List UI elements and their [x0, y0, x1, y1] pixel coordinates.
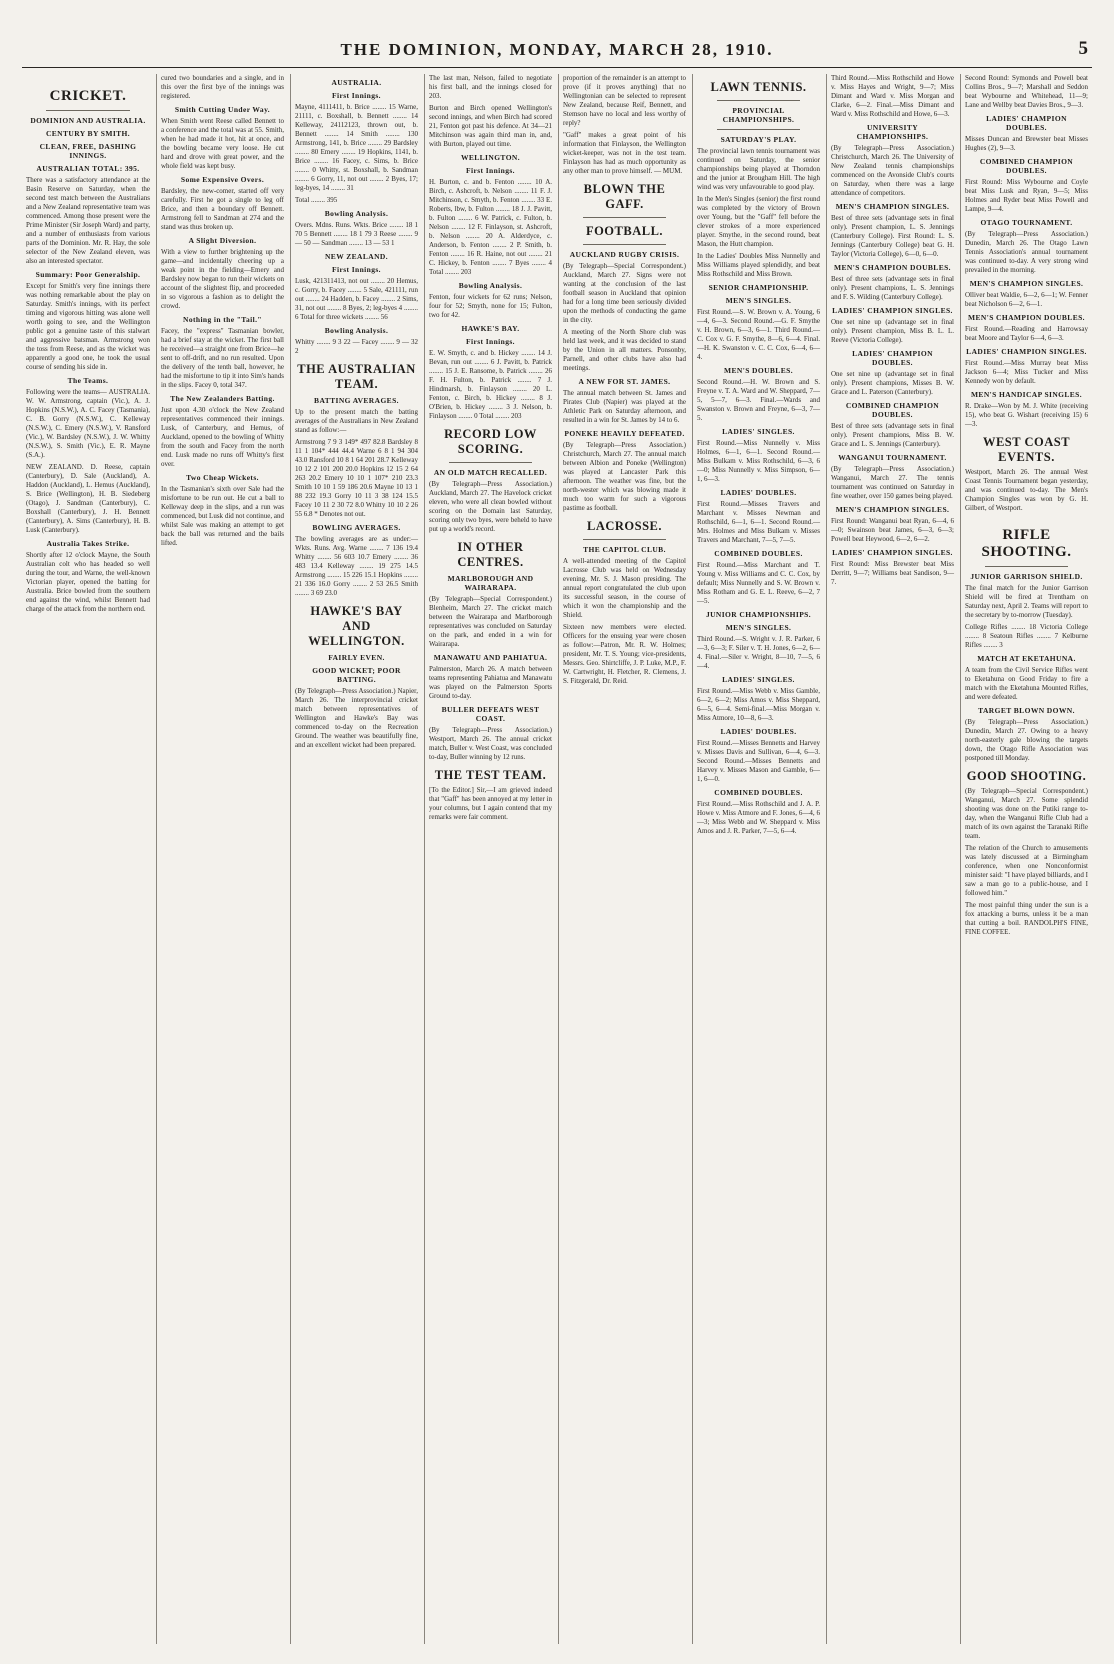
- article-text: Overs. Mdns. Runs. Wkts. Brice ........ 18 1 70 5 Bennett ........ 18 1 79 3 Reese ........ 9 — 50 — Sandman ........ 13 — 53 1: [295, 221, 418, 247]
- subheading: Summary: Poor Generalship.: [35, 270, 141, 279]
- subheading: PROVINCIAL CHAMPIONSHIPS.: [722, 106, 795, 124]
- article-text: First Round.—Miss Webb v. Miss Gamble, 6—2, 6—2; Miss Amos v. Miss Sheppard, 6—5, 6—4. Semi-final.—Miss Morgan v. Miss Atmore, 10—8, 6—3.: [697, 687, 820, 722]
- article-text: "Gaff" makes a great point of his information that Finlayson, the Wellington wicket-keeper, was not in the test team. Finlayson has had as much opportunity as any other man to prove himself. — MUM.: [563, 131, 686, 175]
- subheading: SENIOR CHAMPIONSHIP.: [708, 283, 809, 292]
- section-heading: BLOWN THE GAFF.: [583, 182, 666, 211]
- subheading: OTAGO TOURNAMENT.: [980, 218, 1073, 227]
- subheading: FAIRLY EVEN.: [328, 653, 385, 662]
- section-heading: RIFLE SHOOTING.: [981, 527, 1072, 560]
- subheading: UNIVERSITY CHAMPIONSHIPS.: [856, 123, 929, 141]
- subheading: A Slight Diversion.: [188, 236, 257, 245]
- divider: [717, 100, 800, 101]
- section-heading: GOOD SHOOTING.: [966, 769, 1087, 783]
- article-text: (By Telegraph—Special Correspondent.) Blenheim, March 27. The cricket match between the Wairarapa and Marlborough representatives was concluded on Saturday on the park, and ended in a win for Wairarapa.: [429, 595, 552, 648]
- article-text: (By Telegraph—Special Correspondent.) Auckland, March 27. Signs were not wanting at the conclusion of the last football season in Auckland that opinion had for a long time been seriously divided upon the methods of conducting the game in the city.: [563, 262, 686, 324]
- subheading: AUCKLAND RUGBY CRISIS.: [569, 250, 680, 259]
- subheading: Australia Takes Strike.: [46, 539, 130, 548]
- subheading: COMBINED CHAMPION DOUBLES.: [979, 157, 1074, 175]
- subheading: MEN'S CHAMPION DOUBLES.: [968, 313, 1085, 322]
- article-text: Sixteen new members were elected. Officers for the ensuing year were chosen as follow:—Patron, Mr. R. W. Holmes; president, Mr. T. S. Young; vice-presidents, Messrs. Geo. Shirtcliffe, J. P. Luke, M.P., F. W. Cartwright, H. Fletcher, R. Clemens, J. S. Fitzgerald, Dr. Reid.: [563, 623, 686, 685]
- subheading: PONEKE HEAVILY DEFEATED.: [564, 429, 685, 438]
- article-text: First Round.—Miss Marchant and T. Young v. Miss Williams and C. C. Cox, by default; Miss Nunnelly and S. W. Brown v. Miss Rotham and G. E. L. Reeve, 6—2, 7—5.: [697, 561, 820, 605]
- article-text: (By Telegraph—Press Association.) Dunedin, March 26. The Otago Lawn Tennis Association's annual tournament was continued to-day. A very strong wind prevailed in the morning.: [965, 230, 1088, 274]
- subheading: MEN'S DOUBLES.: [724, 366, 793, 375]
- section-heading: WEST COAST EVENTS.: [982, 435, 1071, 464]
- subheading: LADIES' DOUBLES.: [720, 488, 797, 497]
- subheading: NEW ZEALAND.: [324, 252, 388, 261]
- article-text: Lusk, 421311413, not out ........ 20 Hemus, c. Gorry, b. Facey ........ 5 Sale, 421111, run out ........ 24 Hadden, b. Facey ........ 2 Sims, 31, not out ........ 8 Byes, 2; leg-byes 4 ........ 6 Total for three wickets ........ 56: [295, 277, 418, 321]
- article-text: The bowling averages are as under:— Wkts. Runs. Avg. Warne ........ 7 136 19.4 Whitty ........ 56 603 10.7 Emery ........ 36 483 13.4 Kelleway ........ 19 275 14.5 Armstrong ........ 15 226 15.1 Hopkins ........ 21 336 16.0 Gorry ........ 2 53 26.5 Smith ........ 3 69 23.0: [295, 535, 418, 597]
- column-6: [692, 74, 824, 1644]
- article-text: Olliver beat Waldie, 6—2, 6—1; W. Fenner beat Nicholson 6—2, 6—1.: [965, 291, 1088, 308]
- subheading: First Innings.: [332, 91, 381, 100]
- subheading: MEN'S SINGLES.: [725, 623, 792, 632]
- article-text: H. Burton, c. and b. Fenton ........ 10 A. Birch, c. Ashcroft, b. Nelson ........ 11 F. J. Mitchinson, c. Smyth, b. Fenton ........ 33 E. Roberts, lbw, b. Fulton ........ 18 J. J. Pavitt, b. Fulton ........ 6 W. Patrick, c. Fulton, b. Nelson ........ 12 F. Finlayson, st. Ashcroft, b. Nelson ........ 20 A. Alderdyce, c. Anderson, b. Fenton ........ 2 P. Smith, b. Fenton ........ 16 R. Haine, not out ........ 21 C. Hickey, b. Fenton ........ 7 Byes ........ 4 Total ........ 203: [429, 178, 552, 276]
- column-5: [558, 74, 690, 1644]
- article-text: The most painful thing under the sun is a fox attacking a burns, unless it be a man that cutting a boil. RANDOLPH'S FINE, FINE COFFEE.: [965, 901, 1088, 936]
- article-text: Total ........ 395: [295, 196, 338, 204]
- article-text: The provincial lawn tennis tournament was continued on Saturday, the senior championships being played at Thorndon and the junior at Brougham Hill. The high wind was very unfavourable to good play.: [697, 147, 820, 191]
- subheading: TARGET BLOWN DOWN.: [978, 706, 1075, 715]
- subheading: COMBINED CHAMPION DOUBLES.: [845, 401, 940, 419]
- article-text: NEW ZEALAND. D. Reese, captain (Canterbury), D. Sale (Auckland), A. Haddon (Auckland), L. Hemus (Auckland), S. Brice (Wellington), H. B. Siedeberg (Otago), J. Sandman (Canterbury), C. Boxshall (Canterbury), J. H. Bennett (Canterbury), A. Sims (Canterbury), H. B. Lusk (Canterbury).: [26, 463, 150, 534]
- article-text: Whitty ........ 9 3 22 — Facey ........ 9 — 32 2: [295, 338, 418, 355]
- subheading: LADIES' CHAMPION DOUBLES.: [986, 114, 1067, 132]
- article-text: First Round.—Miss Rothschild and J. A. P. Howe v. Miss Atmore and F. Jones, 6—4, 6—3; Miss Webb and W. Sheppard v. Miss Amos and J. R. Parker, 7—5, 6—4.: [697, 800, 820, 835]
- article-text: Best of three sets (advantage sets in final only). Present champions, Miss B. W. Grace and L. S. Jennings (Canterbury).: [831, 422, 954, 448]
- article-text: (By Telegraph—Press Association.) Napier, March 26. The interprovincial cricket match between representatives of Wellington and Hawke's Bay was commenced to-day on the Recreation Ground. The weather was beautifully fine, and an excellent wicket had been prepared.: [295, 687, 418, 749]
- subheading: WANGANUI TOURNAMENT.: [838, 453, 947, 462]
- section-heading: RECORD LOW SCORING.: [444, 427, 537, 456]
- column-4: [424, 74, 556, 1644]
- article-text: The last man, Nelson, failed to negotiate his first ball, and the innings closed for 203.: [429, 74, 552, 100]
- subheading: JUNIOR CHAMPIONSHIPS.: [705, 610, 812, 619]
- subheading: BATTING AVERAGES.: [314, 396, 399, 405]
- article-text: Misses Duncan and Brewster beat Misses Hughes (2), 9—3.: [965, 135, 1088, 152]
- article-text: (By Telegraph—Press Association.) Auckland, March 27. The Havelock cricket eleven, who were all clean bowled without scoring on the Domain last Saturday, scoring only two byes, were beheld to have put up a world's record.: [429, 480, 552, 533]
- article-text: The relation of the Church to amusements was lately discussed at a Birmingham conference, when one Nonconformist minister said: "I have played billiards, and I saw a man go to a public-house, and I followed him.": [965, 844, 1088, 897]
- subheading: COMBINED DOUBLES.: [714, 549, 803, 558]
- column-container: [22, 74, 1092, 1644]
- article-text: First Round.—Reading and Harrowsay beat Moore and Taylor 6—4, 6—3.: [965, 325, 1088, 342]
- article-text: First Round.—S. W. Brown v. A. Young, 6—4, 6—3. Second Round.—G. F. Smythe v. H. Brown, 6—3, 6—1. Third Round.—C. Cox v. G. F. Smythe, 8—6, 6—4. Final.—H. K. Swanston v. C. C. Cox, 6—4, 6—4.: [697, 308, 820, 361]
- subheading: LADIES' CHAMPION SINGLES.: [966, 347, 1087, 356]
- article-text: cured two boundaries and a single, and in this over the first bye of the innings was registered.: [161, 74, 284, 100]
- subheading: LADIES' SINGLES.: [722, 427, 795, 436]
- subheading: The New Zealanders Batting.: [170, 394, 275, 403]
- subheading: CLEAN, FREE, DASHING INNINGS.: [39, 142, 137, 160]
- article-text: Third Round.—Miss Rothschild and Howe v. Miss Hayes and Wright, 9—7; Miss Dimant and Ward v. Miss Morgan and Clarke, 6—2. Final.—Miss Dimant and Ward v. Miss Rothschild and Howe, 6—3.: [831, 74, 954, 118]
- article-text: Mayne, 4111411, b. Brice ........ 15 Warne, 21111, c. Boxshall, b. Bennett ........ 14 Kelleway, 24112123, thrown out, b. Bennett ........ 14 Smith ........ 130 Armstrong, 141, b. Brice ........ 29 Bardsley ........ 80 Emery ........ 19 Hopkins, 1141, b. Brice ........ 16 Facey, c. Sims, b. Brice ........ 0 Whitty, st. Boxshall, b. Sandman ........ 6 Gorry, 11, not out ........ 2 Byes, 17; leg-byes, 14 ........ 31: [295, 103, 418, 192]
- subheading: Bowling Analysis.: [324, 326, 389, 335]
- article-text: In the Ladies' Doubles Miss Nunnelly and Miss Williams played splendidly, and beat Miss Rothschild and Miss Brown.: [697, 252, 820, 278]
- subheading: LADIES' CHAMPION DOUBLES.: [852, 349, 933, 367]
- subheading: MEN'S CHAMPION SINGLES.: [835, 202, 950, 211]
- subheading: MEN'S CHAMPION DOUBLES.: [834, 263, 951, 272]
- subheading: First Innings.: [466, 337, 515, 346]
- subheading: First Innings.: [466, 166, 515, 175]
- section-heading: FOOTBALL.: [585, 224, 664, 238]
- subheading: Two Cheap Wickets.: [186, 473, 259, 482]
- article-text: (By Telegraph—Special Correspondent.) Wanganui, March 27. Some splendid shooting was done on the Putiki range to-day, when the Wanganui Rifle Club had a match of its own against the Taranaki Rifle team.: [965, 787, 1088, 840]
- column-3: [290, 74, 422, 1644]
- newspaper-page: [22, 40, 1092, 1648]
- divider: [583, 539, 666, 540]
- subheading: CENTURY BY SMITH.: [45, 129, 131, 138]
- subheading: LADIES' CHAMPION SINGLES.: [832, 548, 953, 557]
- article-text: Westport, March 26. The annual West Coast Tennis Tournament began yesterday, and was continued to-day. The Men's Champion Singles was won by G. H. Gilbert, of Westport.: [965, 468, 1088, 512]
- article-text: First Round.—Misses Travers and Marchant v. Misses Newman and Rothschild, 6—1, 6—1. Second Round.—Mrs. Holmes and Miss Bulkam v. Misses Travers and Marchant, 7—5, 7—5.: [697, 500, 820, 544]
- article-text: A meeting of the North Shore club was held last week, and it was decided to stand by the Union in all matters. Ponsonby, Parnell, and other clubs have also had meetings.: [563, 328, 686, 372]
- subheading: LADIES' SINGLES.: [722, 675, 795, 684]
- article-text: Following were the teams— AUSTRALIA. W. W. Armstrong, captain (Vic.), A. J. Hopkins (N.S.W.), A. C. Facey (Tasmania), C. B. Gorry (N.S.W.), C. Kelleway (N.S.W.), C. Emery (N.S.W.), V. Ransford (Vic.), W. Bardsley (N.S.W.), J. W. Whitty (N.S.W.), S. Smith (Vic.), E. R. Mayne (S.A.).: [26, 388, 150, 459]
- subheading: MEN'S SINGLES.: [725, 296, 792, 305]
- newspaper-title: THE DOMINION, MONDAY, MARCH 28, 1910.: [340, 40, 774, 59]
- article-text: Shortly after 12 o'clock Mayne, the South Australian colt who has headed so well during the tour, and Warne, the well-known Victorian player, opened the batting for Australia. Brice bowled from the southern end against the wind, whilst Bennett had charge of the attack from the northern end.: [26, 551, 150, 613]
- article-text: Best of three sets (advantage sets in final only). Present champions, L. S. Jennings and F. S. Wilding (Canterbury College).: [831, 275, 954, 301]
- article-text: (By Telegraph—Press Association.) Christchurch, March 26. The University of New Zealand tennis championships commenced on the Avonside Club's courts on Saturday, when there was a large attendance of competitors.: [831, 144, 954, 197]
- subheading: MEN'S CHAMPION SINGLES.: [969, 279, 1084, 288]
- article-text: (By Telegraph—Press Association.) Westport, March 26. The annual cricket match, Buller v. West Coast, was concluded to-day, Buller winning by 12 runs.: [429, 726, 552, 761]
- article-text: Second Round.—H. W. Brown and S. Freyne v. T. A. Ward and W. Sheppard, 7—5, 5—7, 6—3. Final.—Wards and Swanston v. Brown and Freyne, 6—3, 7—5.: [697, 378, 820, 422]
- article-text: In the Tasmanian's sixth over Sale had the misfortune to be run out. He cut a ball to Kelleway deep in the slips, and a run was commenced, but Lusk did not continue, and whilst Sale was making an attempt to get back the ball was returned and the bails lifted.: [161, 485, 284, 547]
- article-text: Bardsley, the new-comer, started off very carefully. First he got a single to leg off Brice, and then a boundary off Bennett. Armstrong fell to Sandman at 274 and the stand was thus broken up.: [161, 187, 284, 231]
- article-text: First Round.—Miss Nunnelly v. Miss Holmes, 6—1, 6—1. Second Round.—Miss Bulkam v. Miss Rothschild, 6—3, 6—0; Miss Nunnelly v. Miss Simpson, 6—1, 6—3.: [697, 439, 820, 483]
- subheading: Bowling Analysis.: [458, 281, 523, 290]
- divider: [583, 244, 666, 245]
- subheading: MANAWATU AND PAHIATUA.: [433, 653, 548, 662]
- article-text: First Round.—Misses Bennetts and Harvey v. Misses Davis and Sullivan, 6—4, 6—3. Second Round.—Misses Bennetts and Harvey v. Misses Mason and Gamble, 6—1, 6—0.: [697, 739, 820, 783]
- page-number: 5: [1078, 38, 1088, 59]
- subheading: DOMINION AND AUSTRALIA.: [30, 116, 146, 125]
- subheading: BULLER DEFEATS WEST COAST.: [441, 705, 540, 723]
- subheading: THE CAPITOL CLUB.: [583, 545, 666, 554]
- article-text: (By Telegraph—Press Association.) Wanganui, March 27. The tennis tournament was continued on Saturday in fine weather, over 150 games being played.: [831, 465, 954, 500]
- divider: [985, 566, 1068, 567]
- section-heading: THE TEST TEAM.: [434, 768, 547, 782]
- article-text: E. W. Smyth, c. and b. Hickey ........ 14 J. Bevan, run out ........ 6 J. Pavitt, b. Patrick ........ 15 J. E. Ransome, b. Patrick ........ 26 F. H. Fulton, b. Patrick ........ 7 J. Hindmarsh, b. Finlayson ........ 20 L. Fenton, c. Birch, b. Hickey ........ 8 J. O'Brien, b. Hickey ........ 3 J. Nelson, b. Finlayson ........ 0 Total ........ 203: [429, 349, 552, 420]
- article-text: (By Telegraph—Press Association.) Christchurch, March 27. The annual match between Albion and Poneke (Wellington) was played at Lancaster Park this afternoon. The weather was fine, but the north-wester which was blowing made it much too warm for such a vigorous pastime as football.: [563, 441, 686, 512]
- article-text: Palmerston, March 26. A match between teams representing Pahiatua and Manawatu was played on the Palmerston Sports Ground to-day.: [429, 665, 552, 700]
- section-heading: IN OTHER CENTRES.: [457, 540, 524, 569]
- masthead: [22, 40, 1092, 68]
- subheading: MEN'S CHAMPION SINGLES.: [835, 505, 950, 514]
- column-7: [826, 74, 958, 1644]
- section-heading: LACROSSE.: [586, 519, 662, 533]
- article-text: Fenton, four wickets for 62 runs; Nelson, four for 52; Smyth, none for 15; Fulton, two for 42.: [429, 293, 552, 319]
- divider: [583, 217, 666, 218]
- subheading: Bowling Analysis.: [324, 209, 389, 218]
- article-text: One set nine up (advantage set in final only). Present champions, Misses B. W. Grace and L. Paterson (Canterbury).: [831, 370, 954, 396]
- section-heading: THE AUSTRALIAN TEAM.: [297, 362, 416, 391]
- section-heading: CRICKET.: [49, 88, 127, 104]
- article-text: First Round: Miss Brewster beat Miss Derritt, 9—7; Williams beat Sandison, 9—7.: [831, 560, 954, 586]
- article-text: The annual match between St. James and Pirates Club (Napier) was played at the Athletic Park on Saturday afternoon, and resulted in a win for St. James by 14 to 6.: [563, 389, 686, 424]
- article-text: R. Drake—Won by M. J. White (receiving 15), who beat G. Wishart (receiving 15) 6—3.: [965, 402, 1088, 428]
- section-heading: HAWKE'S BAY AND WELLINGTON.: [308, 604, 405, 648]
- subheading: MATCH AT EKETAHUNA.: [977, 654, 1076, 663]
- article-text: There was a satisfactory attendance at the Basin Reserve on Saturday, when the second test match between the Australians and a New Zealand representative team was commenced. Among those present were the Prime Minister (Sir Joseph Ward) and party, and a number of enthusiasts from various parts of the Dominion. Mr. R. Hay, the sole selector of the New Zealand eleven, was also an interested spectator.: [26, 176, 150, 265]
- divider: [46, 110, 130, 111]
- article-text: A well-attended meeting of the Capitol Lacrosse Club was held on Wednesday evening, Mr. S. J. Mason presiding. The annual report congratulated the club upon its successful season, in the course of which it won the championship and the Shield.: [563, 557, 686, 619]
- subheading: MARLBOROUGH AND WAIRARAPA.: [447, 574, 534, 592]
- article-text: Second Round: Symonds and Powell beat Collins Bros., 9—7; Marshall and Seddon beat Wybourne and Whitehead, 11—9; Lane and Wellby beat Davies Bros., 9—3.: [965, 74, 1088, 109]
- article-text: With a view to further brightening up the game—and incidentally cheering up a weak point in the fielding—Emery and Bardsley now began to run their wickets on account of the slightest flip, and proceeded in so vigorous a fashion as to delight the crowd.: [161, 248, 284, 310]
- article-text: Just upon 4.30 o'clock the New Zealand representatives commenced their innings. Lusk, of Canterbury, and Hemus, of Auckland, opened to the bowling of Whitty from the south and Facey from the north end. Lusk made no runs off Whitty's first over.: [161, 406, 284, 468]
- section-heading: LAWN TENNIS.: [710, 80, 807, 94]
- article-text: (By Telegraph—Press Association.) Dunedin, March 27. Owing to a heavy north-easterly gale blowing the targets down, the Otago Rifle Association was postponed till Monday.: [965, 718, 1088, 762]
- column-8: [960, 74, 1092, 1644]
- article-text: When Smith went Reese called Bennett to a conference and the total was at 55. Smith, when he had made it hot, hit at once, and the bowling became very loose. He cut hard and drove with great power, and the whole field was kept busy.: [161, 117, 284, 170]
- subheading: COMBINED DOUBLES.: [714, 788, 803, 797]
- article-text: Best of three sets (advantage sets in final only). Present champion, L. S. Jennings (Canterbury College). First Round: L. S. Jennings (Canterbury College) beat G. H. Taylor (Victoria College), 6—0, 6—0.: [831, 214, 954, 258]
- subheading: AUSTRALIA.: [331, 78, 382, 87]
- divider: [717, 129, 800, 130]
- article-text: Burton and Birch opened Wellington's second innings, and when Birch had scored 21, Fenton got past his defence. At 34—21 Mitchinson was again third man in, and, with Burton, played out time.: [429, 104, 552, 148]
- subheading: LADIES' CHAMPION SINGLES.: [832, 306, 953, 315]
- subheading: Nothing in the "Tail.": [183, 315, 262, 324]
- article-text: In the Men's Singles (senior) the first round was completed by the victory of Brown over Young, but the "Gaff" fell before the clever strokes of a more experienced player. Smythe, in the second round, beat Mason, the Hutt champion.: [697, 195, 820, 248]
- subheading: Some Expensive Overs.: [180, 175, 265, 184]
- divider: [449, 462, 532, 463]
- article-text: First Round: Wanganui beat Ryan, 6—4, 6—0; Swainson beat James, 6—3, 6—3; Powell beat Heywood, 6—2, 6—2.: [831, 517, 954, 543]
- subheading: Smith Cutting Under Way.: [174, 105, 271, 114]
- article-text: Except for Smith's very fine innings there was nothing remarkable about the play on Saturday. Smith's innings, with its perfect timing and vigorous hitting was alone well worth going to see, and the Wellington public got a genuine taste of this stalwart and aggressive batsman. Armstrong won the toss from Reese, and as the wicket was apparently a good one, he took the usual course of sending his side in.: [26, 282, 150, 371]
- article-text: proportion of the remainder is an attempt to prove (if it proves anything) that no Wellingtonian can be selected to represent New Zealand, because Reif, Bennett, and Stemson have no local and less worthy of reply?: [563, 74, 686, 127]
- subheading: LADIES' DOUBLES.: [720, 727, 797, 736]
- subheading: HAWKE'S BAY.: [461, 324, 520, 333]
- subheading: BOWLING AVERAGES.: [312, 523, 401, 532]
- column-1: [22, 74, 154, 1644]
- article-text: The final match for the Junior Garrison Shield will be fired at Trentham on Saturday next, April 2. Teams will report to the secretary by to-morrow (Tuesday).: [965, 584, 1088, 619]
- subheading: First Innings.: [332, 265, 381, 274]
- article-text: A team from the Civil Service Rifles went to Eketahuna on Good Friday to fire a match with the Eketahuna Mounted Rifles, and were defeated.: [965, 666, 1088, 701]
- subheading: WELLINGTON.: [460, 153, 521, 162]
- subheading: JUNIOR GARRISON SHIELD.: [970, 572, 1083, 581]
- subheading: The Teams.: [67, 376, 109, 385]
- subheading: SATURDAY'S PLAY.: [720, 135, 797, 144]
- article-text: Third Round.—S. Wright v. J. R. Parker, 6—3, 6—3; F. Siler v. T. H. Jones, 6—2, 6—4. Final.—Siler v. Wright, 8—10, 7—5, 6—4.: [697, 635, 820, 670]
- subheading: A NEW FOR ST. JAMES.: [578, 377, 671, 386]
- subheading: MEN'S HANDICAP SINGLES.: [970, 390, 1083, 399]
- column-2: [156, 74, 288, 1644]
- subheading: GOOD WICKET; POOR BATTING.: [312, 666, 401, 684]
- article-text: First Round.—Miss Murray beat Miss Jackson 6—4; Miss Tucker and Miss Kennedy won by default.: [965, 359, 1088, 385]
- article-text: [To the Editor.] Sir,—I am grieved indeed that "Gaff" has been annoyed at my letter in your columns, but I again contend that my remarks were fair comment.: [429, 786, 552, 821]
- subheading: AUSTRALIAN TOTAL: 395.: [36, 164, 140, 173]
- article-text: Facey, the "express" Tasmanian bowler, had a brief stay at the wicket. The first ball he received—a straight one from Brice—he sent to off-drift, and no run resulted. Upon the delivery of the tenth ball, however, he had the misfortune to tip it into Sim's hands in the slips. Facey 0, total 347.: [161, 327, 284, 389]
- article-text: Armstrong 7 9 3 149* 497 82.8 Bardsley 8 11 1 104* 444 44.4 Warne 6 8 1 94 304 43.0 Ransford 10 8 1 64 201 28.7 Kelleway 10 12 2 101 200 20.0 Hopkins 12 15 2 64 263 20.2 Emery 10 10 1 107* 210 23.3 Smith 10 10 1 59 186 20.6 Mayne 10 13 1 88 232 19.3 Gorry 10 11 3 38 124 15.5 Facey 10 11 2 30 72 8.0 Whitty 10 10 2 26 55 6.8 * Denotes not out.: [295, 438, 418, 518]
- subheading: AN OLD MATCH RECALLED.: [433, 468, 548, 477]
- article-text: One set nine up (advantage set in final only). Present champion, Miss B. L. L. Reeve (Victoria College).: [831, 318, 954, 344]
- article-text: College Rifles ........ 18 Victoria College ........ 8 Seatoun Rifles ........ 7 Kelburne Rifles ........ 3: [965, 623, 1088, 649]
- article-text: Up to the present match the batting averages of the Australians in New Zealand stand as follow:—: [295, 408, 418, 434]
- article-text: First Round: Miss Wybourne and Coyle beat Miss Lusk and Ryan, 9—5; Miss Holmes and Ryder beat Miss Powell and Lampe, 9—4.: [965, 178, 1088, 213]
